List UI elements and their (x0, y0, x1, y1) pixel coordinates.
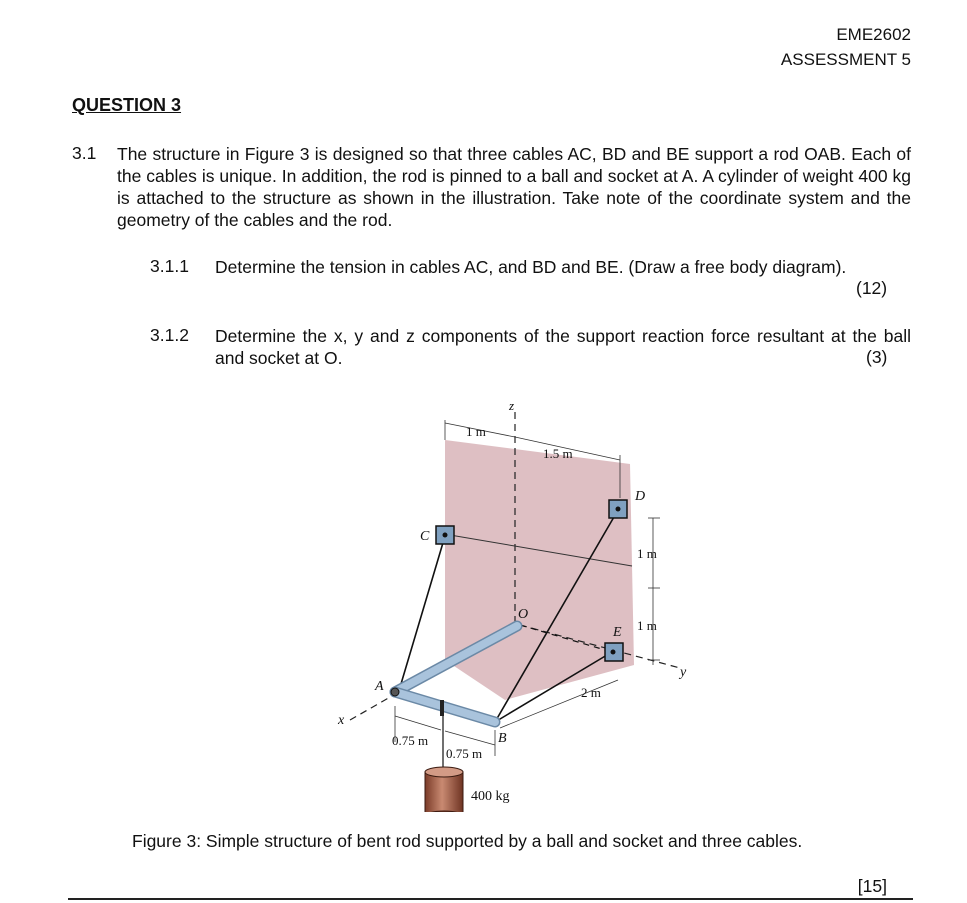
question-text: The structure in Figure 3 is designed so that three cables AC, BD and BE support a rod OAB. Each of the cables is unique. In addition, the rod is pinned to a ball and socket at A. A cylinder of weight 400 kg is attached to the structure as shown in the illustration. Take note of the coordinate system and the geometry of the cables and the rod. (117, 144, 911, 230)
bottom-rule (68, 898, 913, 900)
structure-figure (320, 392, 720, 812)
total-marks: [15] (857, 876, 887, 896)
dim-1-5m: 1.5 m (543, 446, 573, 461)
cylinder-weight (425, 767, 463, 812)
subquestion-2-text: Determine the x, y and z components of the support reaction force resultant at the ball and socket at O. (215, 326, 911, 368)
dim-1m-top: 1 m (466, 424, 486, 439)
label-o: O (518, 607, 529, 622)
question-number: 3.1 (72, 143, 97, 163)
x-axis (350, 696, 392, 720)
course-code: EME2602 (836, 25, 911, 44)
joint-a (391, 688, 399, 696)
label-z: z (509, 398, 515, 413)
document-header (781, 22, 911, 72)
label-y: y (680, 665, 687, 680)
label-b: B (498, 731, 507, 746)
dim-2m: 2 m (581, 685, 601, 700)
dim-1m-right-lower: 1 m (637, 618, 657, 633)
subquestion-2-marks: (3) (866, 347, 888, 367)
label-c: C (420, 529, 430, 544)
dim-0-75m-b: 0.75 m (446, 746, 483, 761)
subquestion-1-marks: (12) (856, 278, 888, 298)
label-a: A (375, 679, 384, 694)
assessment-label: ASSESSMENT 5 (780, 50, 911, 69)
bracket-e (605, 643, 623, 661)
bracket-d (609, 500, 627, 518)
dim-1m-right-upper: 1 m (637, 546, 657, 561)
subquestion-2-number: 3.1.2 (150, 325, 189, 345)
bracket-c (436, 526, 454, 544)
question-title: QUESTION 3 (72, 95, 182, 115)
dim-0-75m-a: 0.75 m (392, 733, 429, 748)
figure-caption: Figure 3: Simple structure of bent rod supported by a ball and socket and three cables. (132, 831, 803, 851)
subquestion-1-number: 3.1.1 (150, 256, 189, 276)
label-d: D (635, 489, 646, 504)
weight-label: 400 kg (471, 789, 510, 804)
label-x: x (338, 713, 345, 728)
label-e: E (613, 625, 622, 640)
subquestion-1-text: Determine the tension in cables AC, and BD and BE. (Draw a free body diagram). (215, 257, 847, 277)
